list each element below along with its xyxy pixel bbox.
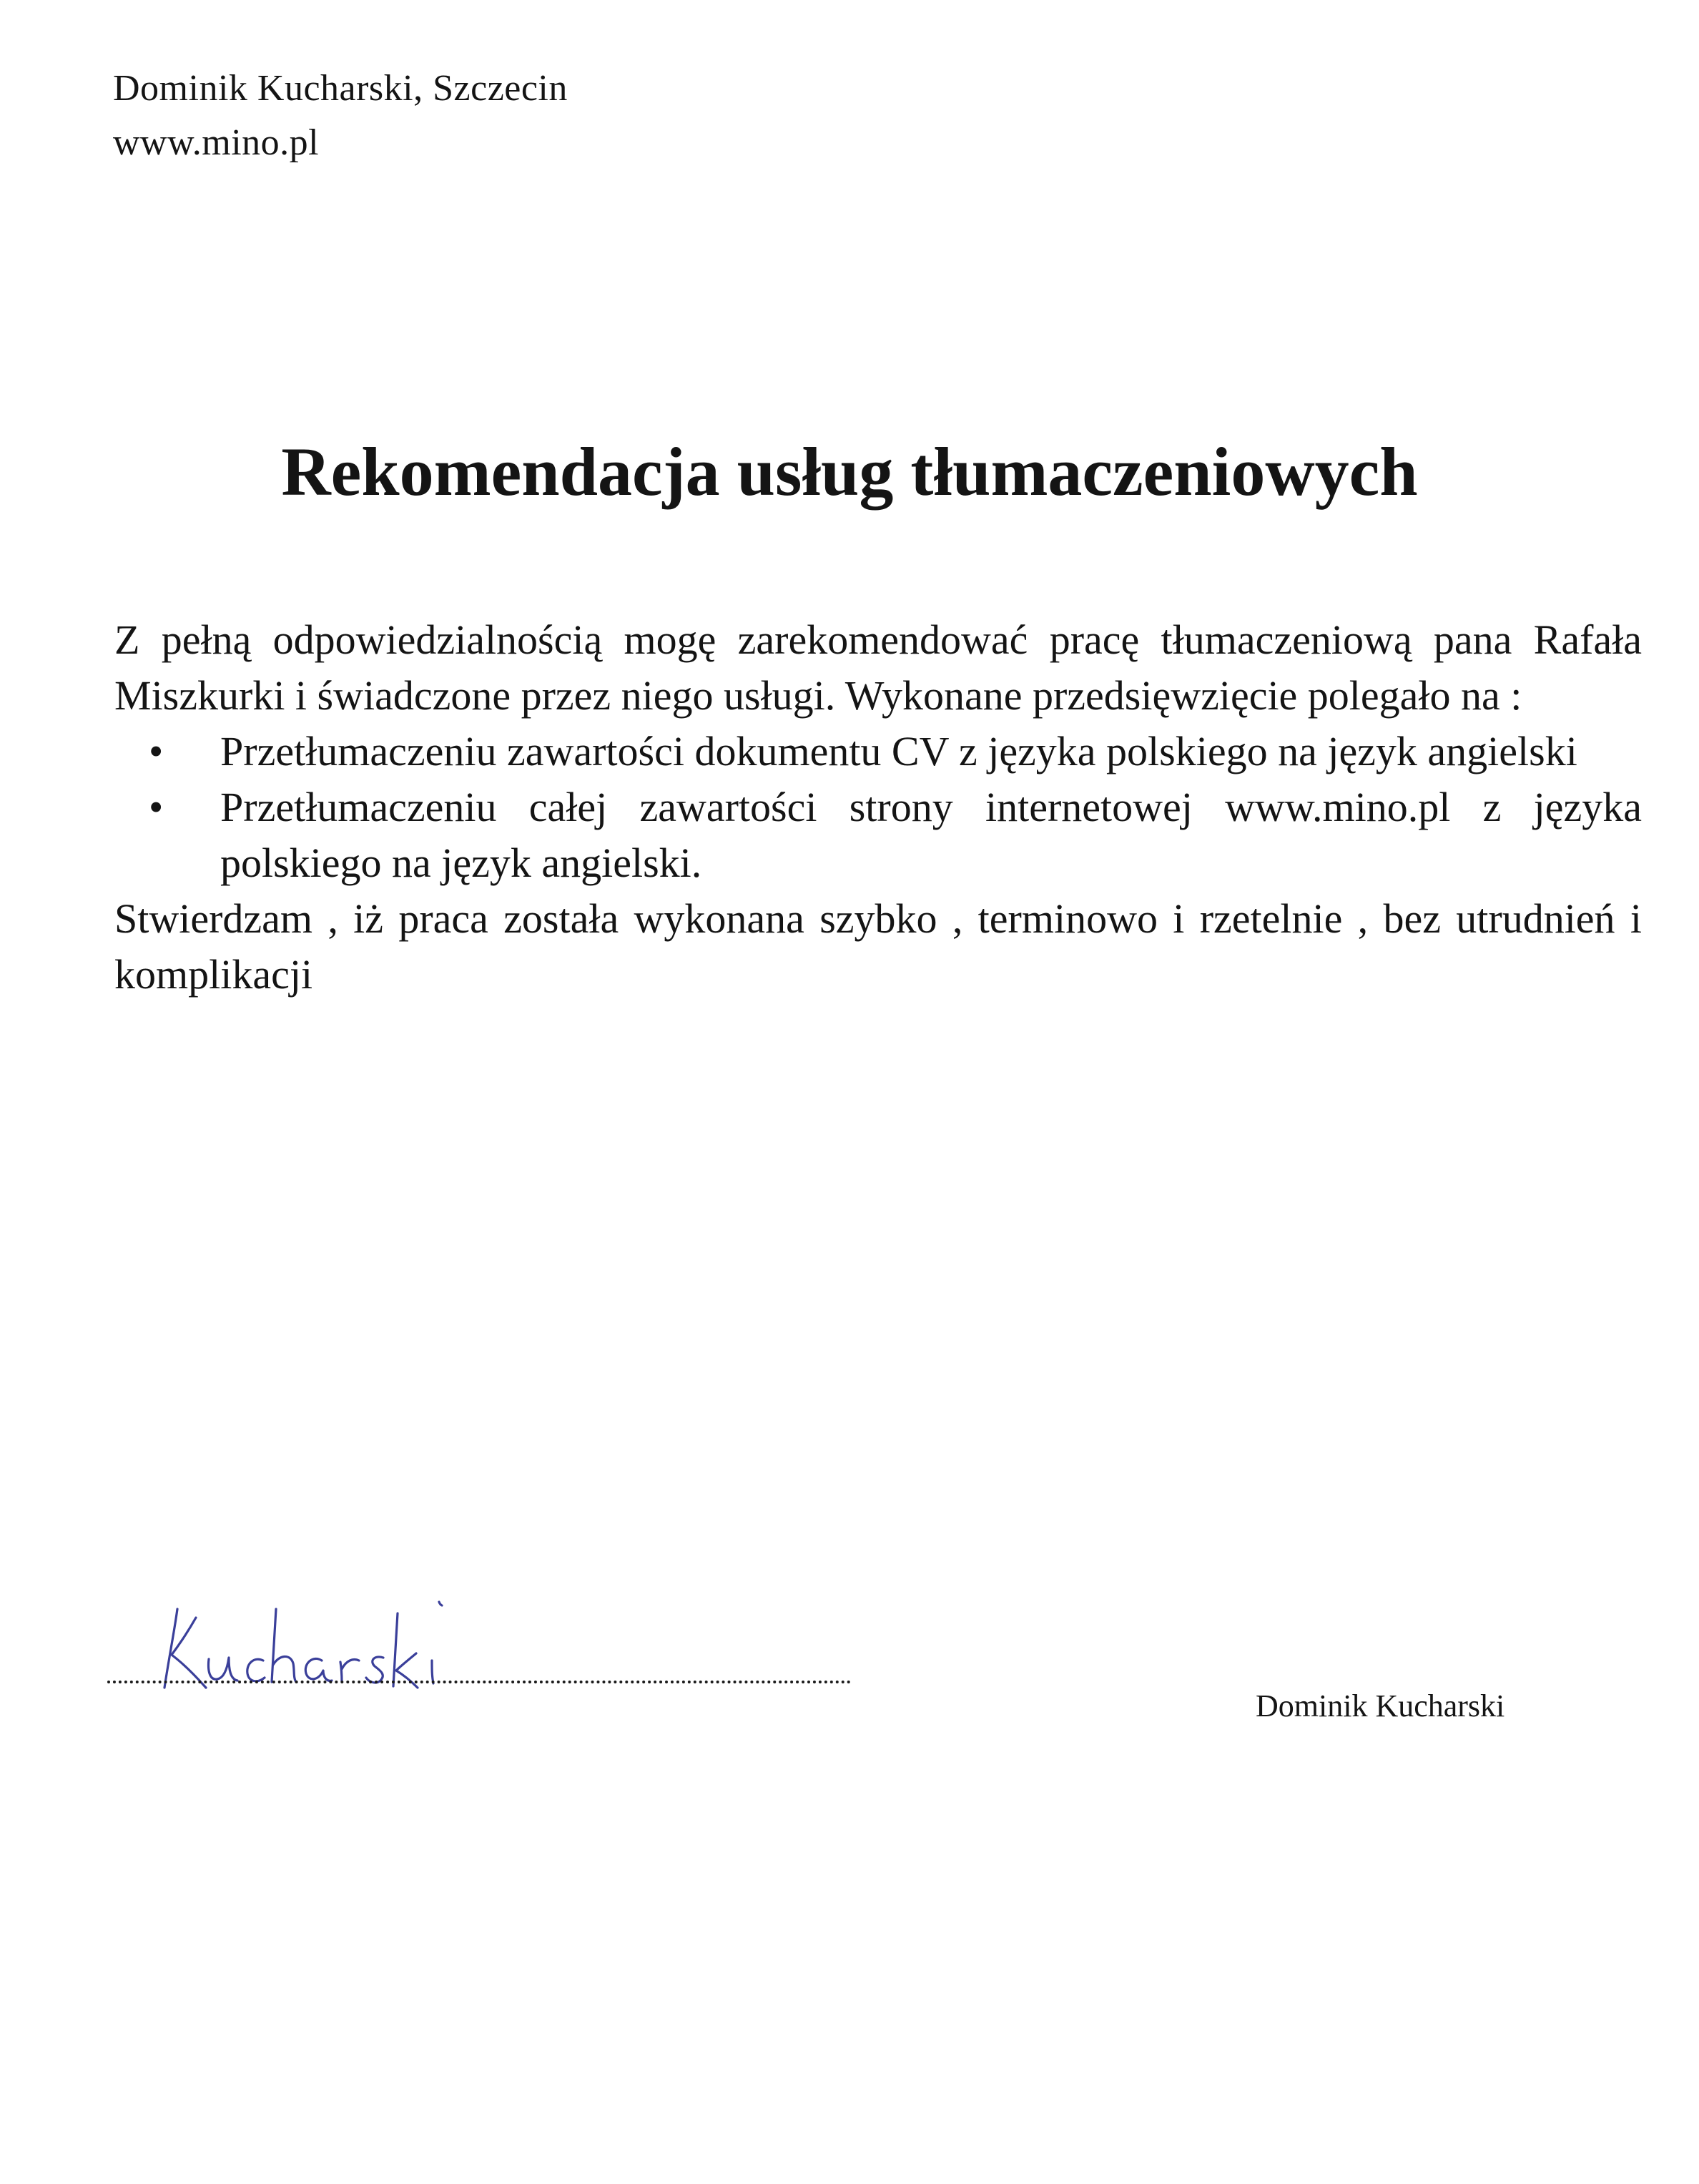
service-item-text: Przetłumaczeniu zawartości dokumentu CV z języka polskiego na język angielski (220, 728, 1577, 774)
document-title: Rekomendacja usług tłumaczeniowych (281, 433, 1418, 510)
service-item-cv (114, 724, 1642, 779)
service-item-text: Przetłumaczeniu całej zawartości strony internetowej www.mino.pl z języka polskiego na język angielski. (220, 784, 1642, 886)
signature-line (107, 1681, 851, 1683)
intro-paragraph: Z pełną odpowiedzialnością mogę zarekomendować pracę tłumaczeniową pana Rafała Miszkurki i świadczone przez niego usługi. Wykonane przedsięwzięcie polegało na : (114, 616, 1642, 719)
signer-name: Dominik Kucharski (1256, 1688, 1505, 1723)
letter-body (114, 612, 1642, 1003)
author-location: Dominik Kucharski, Szczecin (113, 68, 568, 109)
closing-paragraph: Stwierdzam , iż praca została wykonana szybko , terminowo i rzetelnie , bez utrudnień i komplikacji (114, 895, 1642, 998)
bullet-icon: • (149, 784, 164, 830)
bullet-icon: • (149, 728, 164, 774)
letter-header (113, 62, 568, 170)
handwritten-signature (150, 1580, 551, 1695)
author-website: www.mino.pl (113, 122, 320, 163)
service-list (114, 724, 1642, 891)
signature-block (107, 1580, 858, 1695)
service-item-website (114, 779, 1642, 891)
